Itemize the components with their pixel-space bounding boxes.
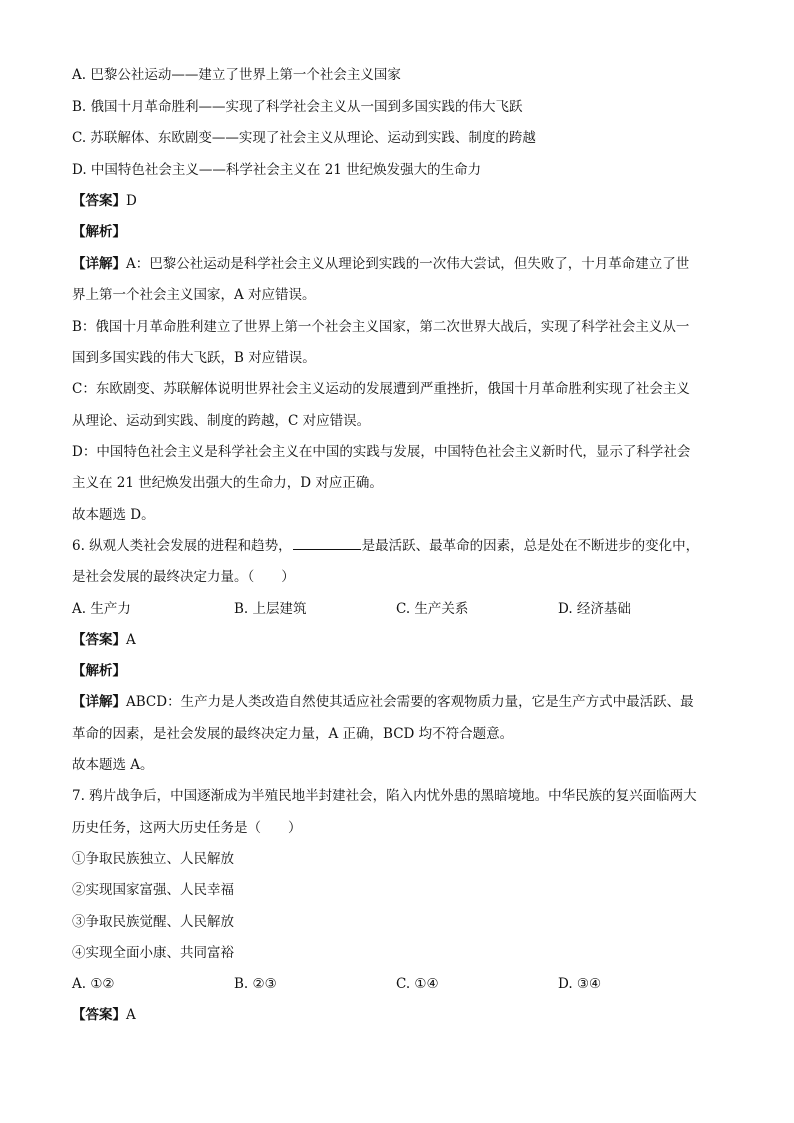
q5-detail-line: C：东欧剧变、苏联解体说明世界社会主义运动的发展遭到严重挫折，俄国十月革命胜利实现了社会主义 xyxy=(72,381,690,397)
q5-detail-line: 从理论、运动到实践、制度的跨越，C 对应错误。 xyxy=(72,413,371,429)
q6-analysis-tag: 【解析】 xyxy=(72,663,126,679)
q7-stem: 历史任务，这两大历史任务是（ ） xyxy=(72,820,302,836)
q6-option-b: B. 上层建筑 xyxy=(234,601,307,617)
q5-option-b: B. 俄国十月革命胜利——实现了科学社会主义从一国到多国实践的伟大飞跃 xyxy=(72,99,523,115)
answer-tag: 【答案】 xyxy=(72,193,126,209)
q5-detail-line: B：俄国十月革命胜利建立了世界上第一个社会主义国家，第二次世界大战后，实现了科学社会主义从一 xyxy=(72,319,690,335)
q6-detail-line: 【详解】ABCD：生产力是人类改造自然使其适应社会需要的客观物质力量，它是生产方式中最活跃、最 xyxy=(72,694,694,710)
answer-value: A xyxy=(126,632,136,648)
detail-tag: 【详解】 xyxy=(72,256,126,272)
q6-option-a: A. 生产力 xyxy=(72,601,131,617)
q6-stem-line2: 是社会发展的最终决定力量。（ ） xyxy=(72,569,295,585)
q6-conclusion: 故本题选 A。 xyxy=(72,757,154,773)
q5-option-a: A. 巴黎公社运动——建立了世界上第一个社会主义国家 xyxy=(72,67,401,83)
q5-detail-line: 国到多国实践的伟大飞跃，B 对应错误。 xyxy=(72,350,316,366)
q5-option-d: D. 中国特色社会主义——科学社会主义在 21 世纪焕发强大的生命力 xyxy=(72,162,482,178)
q7-options xyxy=(72,974,722,994)
q5-detail-line: D：中国特色社会主义是科学社会主义在中国的实践与发展，中国特色社会主义新时代，显示了科学社会 xyxy=(72,444,691,460)
q6-stem: 6. 纵观人类社会发展的进程和趋势， 是最活跃、最革命的因素，总是处在不断进步的变化中， xyxy=(72,538,700,554)
q6-option-d: D. 经济基础 xyxy=(558,601,631,617)
q7-answer xyxy=(72,1005,136,1025)
q7-stem: 7. 鸦片战争后，中国逐渐成为半殖民地半封建社会，陷入内忧外患的黑暗境地。中华民族的复兴面临两大 xyxy=(72,788,697,804)
answer-value: D xyxy=(126,193,137,209)
q7-option-d: D. ③④ xyxy=(558,976,602,992)
q5-answer xyxy=(72,191,137,211)
answer-tag: 【答案】 xyxy=(72,632,126,648)
q5-option-c: C. 苏联解体、东欧剧变——实现了社会主义从理论、运动到实践、制度的跨越 xyxy=(72,130,536,146)
q5-analysis-tag: 【解析】 xyxy=(72,224,126,240)
q6-option-c: C. 生产关系 xyxy=(396,601,469,617)
q6-detail-line: 革命的因素，是社会发展的最终决定力量，A 正确，BCD 均不符合题意。 xyxy=(72,726,514,742)
answer-value: A xyxy=(126,1007,136,1023)
q7-option-c: C. ①④ xyxy=(396,976,439,992)
answer-tag: 【答案】 xyxy=(72,1007,126,1023)
q7-item: ③争取民族觉醒、人民解放 xyxy=(72,914,234,930)
answer-blank xyxy=(293,537,361,550)
q7-option-b: B. ②③ xyxy=(234,976,277,992)
q6-answer xyxy=(72,630,136,650)
q5-detail-line: 【详解】A：巴黎公社运动是科学社会主义从理论到实践的一次伟大尝试，但失败了，十月革命建立了世 xyxy=(72,256,690,272)
q5-detail-line: 界上第一个社会主义国家，A 对应错误。 xyxy=(72,287,316,303)
q6-options xyxy=(72,599,722,619)
q5-conclusion: 故本题选 D。 xyxy=(72,507,155,523)
detail-tag: 【详解】 xyxy=(72,694,126,710)
q7-option-a: A. ①② xyxy=(72,976,115,992)
q5-detail-line: 主义在 21 世纪焕发出强大的生命力，D 对应正确。 xyxy=(72,475,383,491)
q7-item: ①争取民族独立、人民解放 xyxy=(72,851,234,867)
q7-item: ④实现全面小康、共同富裕 xyxy=(72,945,234,961)
q7-item: ②实现国家富强、人民幸福 xyxy=(72,882,234,898)
